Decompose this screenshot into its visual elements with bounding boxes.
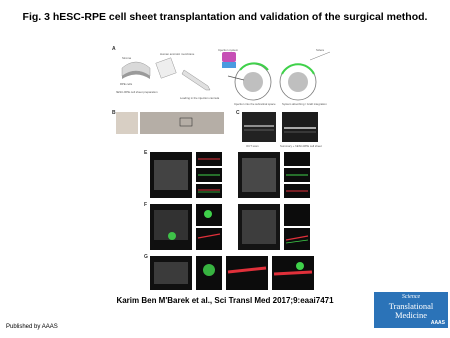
figure-image	[110, 46, 344, 294]
logo-line-2: Translational	[388, 301, 434, 311]
eye-right-lens	[288, 72, 308, 92]
panel-label-b: B	[112, 110, 116, 116]
panel-f-small-2	[196, 228, 222, 250]
label-loading: Loading in the injection cannula	[180, 96, 220, 100]
label-oct-scan: OCT scan	[246, 144, 259, 148]
citation: Karim Ben M'Barek et al., Sci Transl Med 2017;9:eaai7471	[116, 296, 334, 305]
panel-e-small-4	[284, 152, 310, 166]
panel-b-photo-2	[140, 112, 224, 134]
label-system-absorbing: System absorbing / Graft integration	[282, 102, 327, 106]
published-by: Published by AAAS	[6, 324, 58, 330]
panel-f-small-3	[284, 204, 310, 226]
label-rpe-cells: RPE cells	[120, 82, 133, 86]
panel-b-photo-1	[116, 112, 138, 134]
injection-device-base	[222, 62, 236, 68]
label-summary: Summary + hESC-RPE cell sheet	[280, 144, 322, 148]
label-stroma: Stroma	[122, 56, 132, 60]
figure-title: Fig. 3 hESC-RPE cell sheet transplantation and validation of the surgical method.	[22, 11, 428, 23]
logo-line-4: AAAS	[430, 320, 445, 326]
panel-b-images	[116, 112, 318, 142]
oct-scan-1	[242, 112, 276, 142]
label-injection-system: Injection system	[218, 48, 239, 52]
journal-logo	[374, 292, 448, 328]
label-preparation: hESC-RPE cell sheet preparation	[116, 90, 158, 94]
label-membrane: Human amniotic membrane	[160, 52, 195, 56]
oct-scan-2	[282, 112, 318, 142]
panel-e-small-3	[196, 184, 222, 198]
panel-f-images	[150, 204, 310, 250]
panel-e-images	[150, 152, 310, 198]
panel-f-small-4	[284, 228, 310, 250]
panel-a-schematic	[110, 46, 344, 108]
label-injection-space: Injection into the subretinal space	[234, 102, 276, 106]
label-sclera: Sclera	[316, 48, 324, 52]
panel-label-e: E	[144, 150, 148, 156]
logo-line-3: Medicine	[394, 310, 428, 320]
panel-label-f: F	[144, 202, 148, 208]
panel-label-g: G	[144, 254, 148, 260]
logo-line-1: Science	[401, 294, 421, 300]
panel-g-images	[150, 256, 314, 290]
eye-left-lens	[243, 72, 263, 92]
injection-device	[222, 52, 236, 62]
panel-label-c: C	[236, 110, 240, 116]
panel-label-a: A	[112, 46, 116, 52]
